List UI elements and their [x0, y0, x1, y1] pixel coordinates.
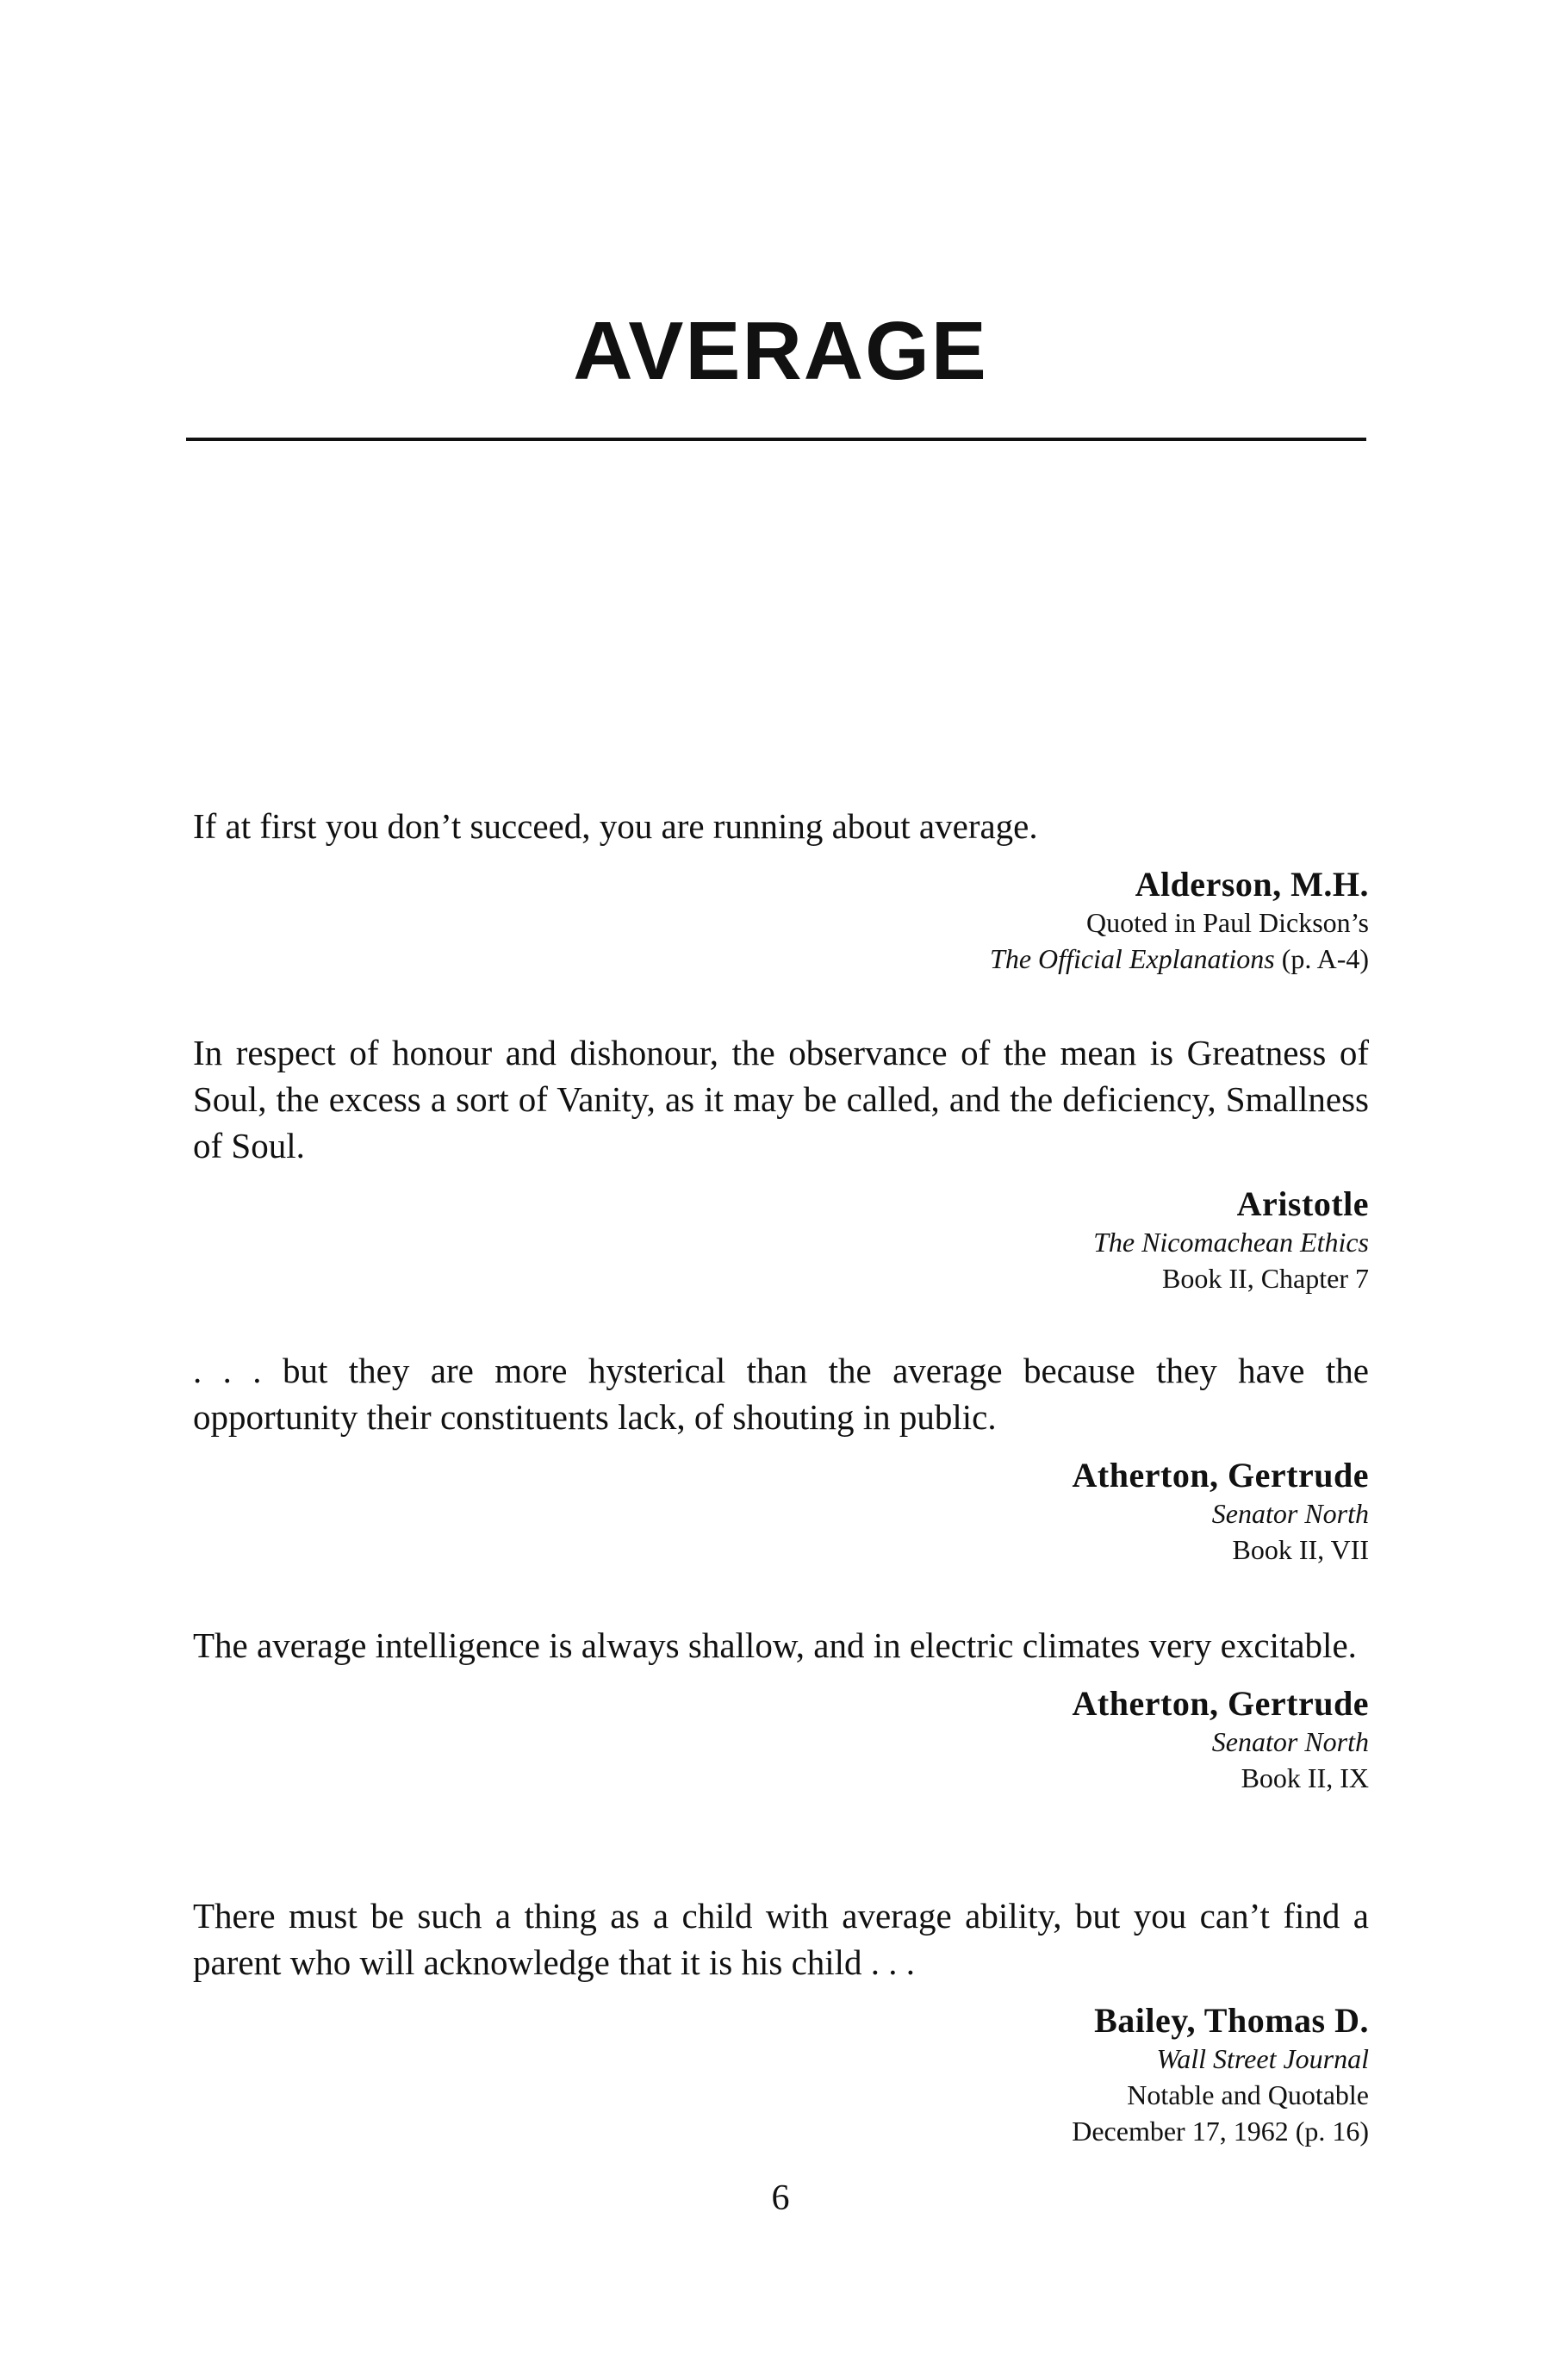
quote-author: Atherton, Gertrude [1072, 1456, 1369, 1494]
quote-source-line: Senator North [1211, 1498, 1369, 1529]
attribution [193, 865, 1369, 977]
quote-text: . . . but they are more hysterical than the average because they have the opportunity their constituents lack, of shouting in public. [193, 1351, 1369, 1437]
quote-entry-bailey [193, 1892, 1369, 2149]
quote-source-line: Book II, IX [1241, 1762, 1369, 1793]
quote-text: In respect of honour and dishonour, the observance of the mean is Greatness of Soul, the excess a sort of Vanity, as it may be called, and the deficiency, Smallness of Soul. [193, 1033, 1369, 1165]
quote-source-line: The Nicomachean Ethics [1093, 1227, 1369, 1258]
quote-source-line: Notable and Quotable [1127, 2079, 1369, 2110]
quote-text: The average intelligence is always shallow, and in electric climates very excitable. [193, 1625, 1357, 1665]
quote-source-line: Book II, Chapter 7 [1162, 1263, 1369, 1294]
quote-source-line: Book II, VII [1232, 1534, 1369, 1565]
quote-entry-atherton-2 [193, 1622, 1369, 1796]
quote-author: Bailey, Thomas D. [1094, 2001, 1369, 2040]
page-number: 6 [771, 2178, 790, 2218]
quote-entry-atherton-1 [193, 1347, 1369, 1568]
quote-author: Aristotle [1236, 1184, 1369, 1223]
quote-source-line: Senator North [1211, 1726, 1369, 1757]
attribution [193, 1184, 1369, 1296]
title-rule [186, 438, 1366, 441]
attribution [193, 1456, 1369, 1568]
source-title: The Official Explanations [990, 943, 1275, 974]
quote-source-line: December 17, 1962 (p. 16) [1072, 2116, 1369, 2147]
quote-text: There must be such a thing as a child with average ability, but you can’t find a parent who will acknowledge that it is his child . . . [193, 1896, 1369, 1982]
quote-author: Alderson, M.H. [1135, 865, 1369, 904]
attribution [193, 2001, 1369, 2149]
page-title: AVERAGE [573, 305, 988, 397]
attribution [193, 1684, 1369, 1796]
quote-source-line: Wall Street Journal [1156, 2043, 1369, 2074]
quote-author: Atherton, Gertrude [1072, 1684, 1369, 1723]
quote-entry-alderson [193, 803, 1369, 977]
quote-entry-aristotle [193, 1029, 1369, 1296]
quote-source-line: Quoted in Paul Dickson’s [1086, 907, 1369, 938]
source-page: (p. A-4) [1281, 943, 1369, 974]
quote-text: If at first you don’t succeed, you are running about average. [193, 806, 1038, 846]
quote-source-line [193, 941, 1369, 977]
